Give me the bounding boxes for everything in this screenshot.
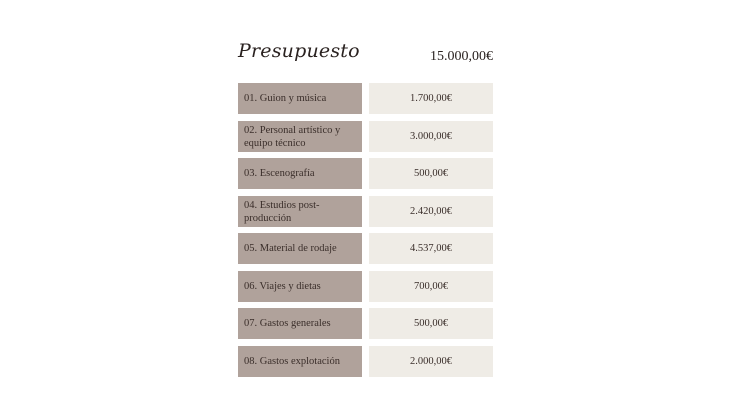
budget-item-label: 05. Material de rodaje bbox=[238, 233, 362, 264]
budget-row bbox=[238, 196, 493, 227]
budget-item-value: 2.420,00€ bbox=[369, 196, 493, 227]
budget-total: 15.000,00€ bbox=[430, 49, 493, 64]
budget-row bbox=[238, 83, 493, 114]
budget-row bbox=[238, 271, 493, 302]
budget-item-label: 06. Viajes y dietas bbox=[238, 271, 362, 302]
budget-row bbox=[238, 158, 493, 189]
budget-row bbox=[238, 346, 493, 377]
budget-row bbox=[238, 121, 493, 152]
budget-item-label: 08. Gastos explotación bbox=[238, 346, 362, 377]
budget-item-label: 01. Guion y música bbox=[238, 83, 362, 114]
budget-item-value: 500,00€ bbox=[369, 308, 493, 339]
budget-item-label: 03. Escenografía bbox=[238, 158, 362, 189]
budget-item-value: 2.000,00€ bbox=[369, 346, 493, 377]
budget-item-value: 3.000,00€ bbox=[369, 121, 493, 152]
budget-title: Presupuesto bbox=[238, 40, 360, 62]
budget-row bbox=[238, 233, 493, 264]
budget-item-label: 04. Estudios post-producción bbox=[238, 196, 362, 227]
budget-item-label: 07. Gastos generales bbox=[238, 308, 362, 339]
budget-item-value: 500,00€ bbox=[369, 158, 493, 189]
budget-item-value: 4.537,00€ bbox=[369, 233, 493, 264]
budget-item-label: 02. Personal artístico y equipo técnico bbox=[238, 121, 362, 152]
budget-item-value: 1.700,00€ bbox=[369, 83, 493, 114]
budget-row bbox=[238, 308, 493, 339]
budget-item-value: 700,00€ bbox=[369, 271, 493, 302]
